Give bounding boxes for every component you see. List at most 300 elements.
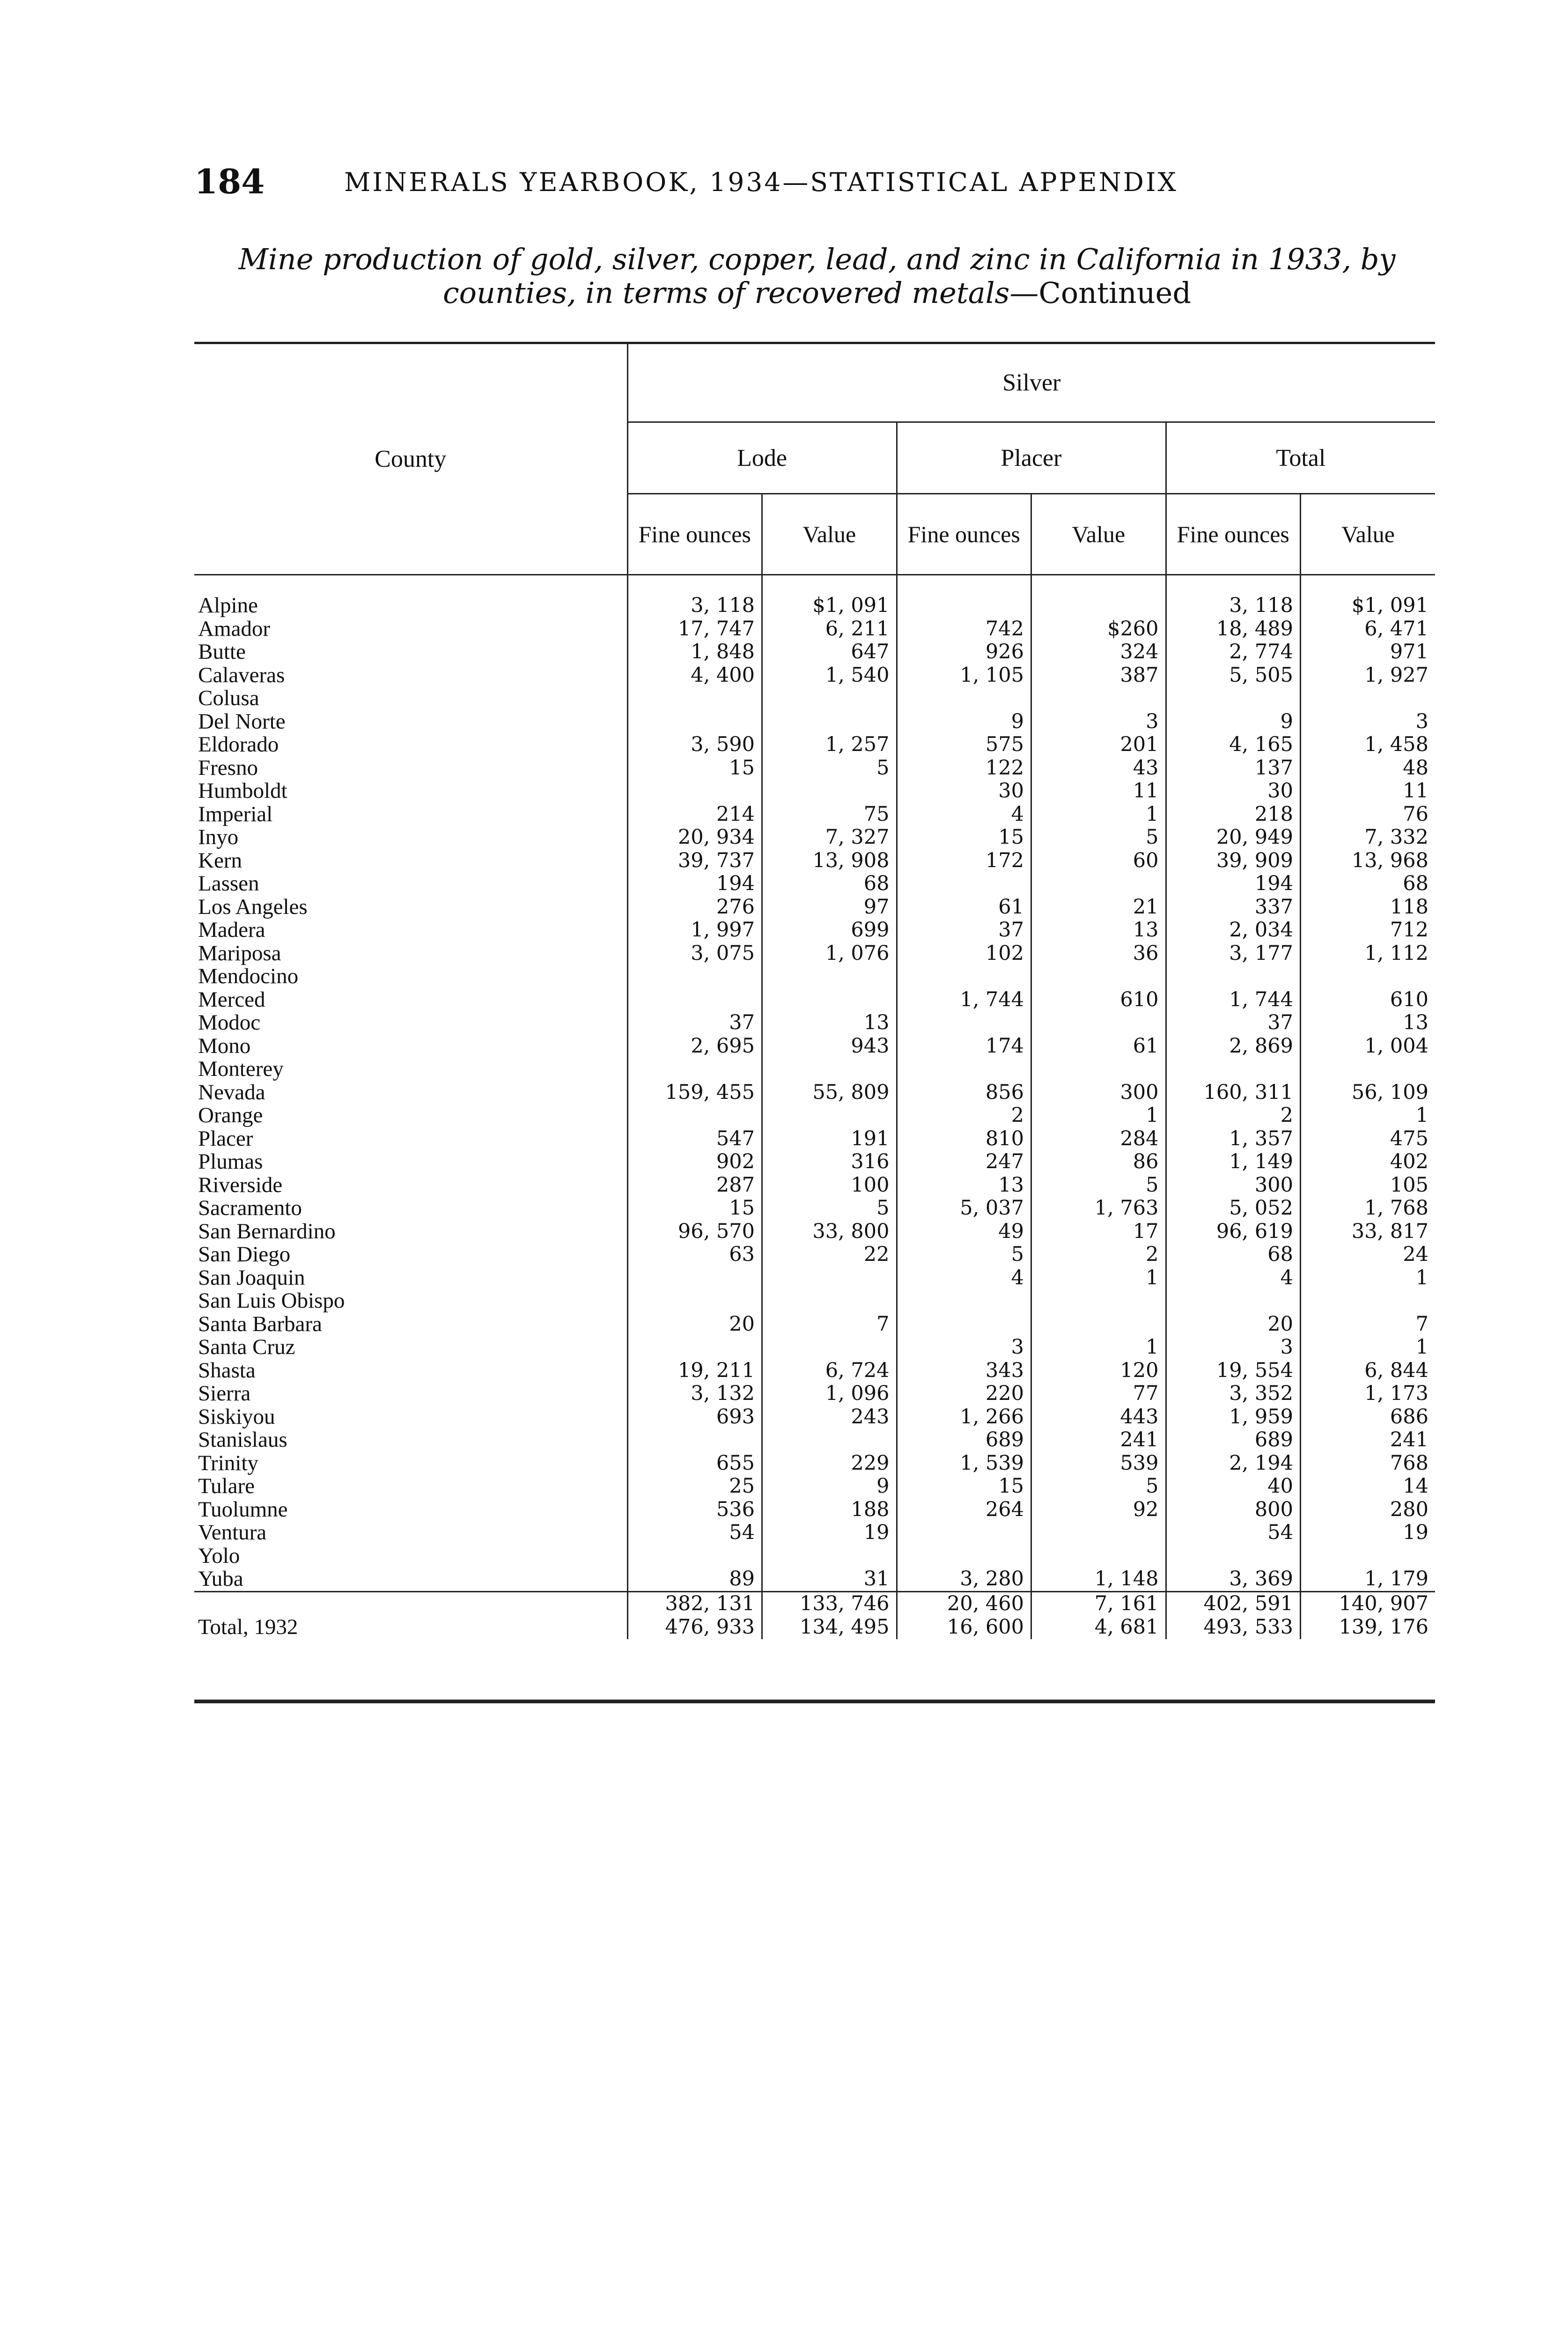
value-cell xyxy=(1301,1289,1435,1313)
value-cell: 1, 744 xyxy=(897,988,1031,1012)
total-value-header: Value xyxy=(1301,494,1435,575)
caption-title: Mine production of gold, silver, copper, lead, and zinc in California in 1933, by counties, in terms of recovered metals— xyxy=(238,242,1396,310)
value-cell: 1, 257 xyxy=(762,733,897,757)
value-cell: 36 xyxy=(1031,942,1166,965)
value-cell: 276 xyxy=(627,896,762,919)
table-row xyxy=(194,1150,1435,1174)
county-cell: Merced xyxy=(194,988,627,1012)
value-cell: 402, 591 xyxy=(1166,1591,1301,1616)
value-cell: 13 xyxy=(897,1174,1031,1197)
value-cell: 1 xyxy=(1031,1266,1166,1290)
value-cell: 102 xyxy=(897,942,1031,965)
value-cell xyxy=(897,872,1031,896)
county-cell: Amador xyxy=(194,618,627,641)
table-row xyxy=(194,965,1435,988)
value-cell: 699 xyxy=(762,919,897,942)
value-cell: 1, 149 xyxy=(1166,1150,1301,1174)
value-cell: 2 xyxy=(1166,1104,1301,1127)
value-cell: 122 xyxy=(897,757,1031,780)
table-row xyxy=(194,1220,1435,1244)
value-cell: 2 xyxy=(897,1104,1031,1127)
value-cell: 3, 590 xyxy=(627,733,762,757)
value-cell: 7, 161 xyxy=(1031,1591,1166,1616)
value-cell: 280 xyxy=(1390,1498,1428,1521)
table-row xyxy=(194,1616,1435,1639)
county-cell: Stanislaus xyxy=(194,1428,627,1452)
value-cell: 13, 968 xyxy=(1351,849,1428,872)
value-cell: 926 xyxy=(897,640,1031,664)
county-cell: Humboldt xyxy=(194,780,627,803)
value-cell: 324 xyxy=(1031,640,1166,664)
table-row xyxy=(194,1266,1435,1290)
value-cell xyxy=(1031,1521,1166,1545)
lode-fine-ounces-header: Fine ounces xyxy=(627,494,762,575)
value-cell xyxy=(1166,965,1301,988)
table-row xyxy=(194,1545,1435,1568)
value-cell: 2, 034 xyxy=(1166,919,1301,942)
county-cell: Plumas xyxy=(194,1150,627,1174)
value-cell: 17, 747 xyxy=(627,618,762,641)
value-cell: 96, 619 xyxy=(1166,1220,1301,1244)
table-row xyxy=(194,1452,1435,1475)
value-cell: 68 xyxy=(1166,1243,1301,1266)
value-cell: 160, 311 xyxy=(1166,1081,1301,1104)
placer-value-header: Value xyxy=(1031,494,1166,575)
value-cell: 902 xyxy=(627,1150,762,1174)
total-header: Total xyxy=(1166,422,1435,494)
value-cell: 21 xyxy=(1031,896,1166,919)
value-cell: 693 xyxy=(627,1406,762,1429)
value-cell: 77 xyxy=(1031,1382,1166,1406)
value-cell: 1, 540 xyxy=(762,664,897,687)
value-cell: 7, 332 xyxy=(1364,826,1428,849)
value-cell: 15 xyxy=(897,826,1031,849)
value-cell: 1, 763 xyxy=(1031,1197,1166,1220)
value-cell: 13 xyxy=(1031,919,1166,942)
county-cell: Sierra xyxy=(194,1382,627,1406)
value-cell: 39, 737 xyxy=(627,849,762,873)
value-cell: 3 xyxy=(1415,710,1428,733)
county-cell: Riverside xyxy=(194,1174,627,1197)
county-cell: Mariposa xyxy=(194,942,627,965)
value-cell: 43 xyxy=(1031,757,1166,780)
value-cell: 443 xyxy=(1031,1406,1166,1429)
table-row xyxy=(194,942,1435,965)
value-cell xyxy=(627,710,762,734)
value-cell: 1, 096 xyxy=(762,1382,897,1406)
county-cell: Mono xyxy=(194,1035,627,1058)
county-cell: San Diego xyxy=(194,1243,627,1266)
value-cell xyxy=(897,1058,1031,1081)
value-cell xyxy=(762,1289,897,1313)
table-row xyxy=(194,1197,1435,1220)
value-cell: 387 xyxy=(1031,664,1166,687)
value-cell: 89 xyxy=(627,1568,762,1591)
value-cell: 475 xyxy=(1390,1127,1428,1150)
county-cell: Lassen xyxy=(194,872,627,896)
value-cell: 768 xyxy=(1390,1451,1428,1475)
value-cell: 68 xyxy=(762,872,897,896)
value-cell: 971 xyxy=(1390,640,1428,663)
value-cell: 3, 075 xyxy=(627,942,762,965)
value-cell xyxy=(627,780,762,803)
value-cell xyxy=(1166,1058,1301,1081)
value-cell xyxy=(897,1313,1031,1336)
county-cell: Yuba xyxy=(194,1568,627,1591)
value-cell: 1, 959 xyxy=(1166,1406,1301,1429)
county-cell: Monterey xyxy=(194,1058,627,1081)
value-cell: 7 xyxy=(762,1313,897,1336)
table-row xyxy=(194,1406,1435,1429)
county-cell: Siskiyou xyxy=(194,1406,627,1429)
placer-fine-ounces-header: Fine ounces xyxy=(897,494,1031,575)
county-cell: Total, 1932 xyxy=(194,1616,627,1639)
value-cell: $1, 091 xyxy=(1351,594,1428,617)
table-row xyxy=(194,872,1435,896)
table-row xyxy=(194,919,1435,942)
value-cell: 647 xyxy=(762,640,897,664)
value-cell: 3, 352 xyxy=(1166,1382,1301,1406)
value-cell: 218 xyxy=(1166,803,1301,826)
value-cell xyxy=(1031,1058,1166,1081)
value-cell: 856 xyxy=(897,1081,1031,1104)
value-cell: 174 xyxy=(897,1035,1031,1058)
value-cell: 1, 848 xyxy=(627,640,762,664)
value-cell: 3, 177 xyxy=(1166,942,1301,965)
value-cell: 18, 489 xyxy=(1166,618,1301,641)
county-cell xyxy=(194,1591,627,1616)
value-cell xyxy=(897,1011,1031,1035)
value-cell: 476, 933 xyxy=(627,1616,762,1639)
value-cell: 337 xyxy=(1166,896,1301,919)
table-row xyxy=(194,1104,1435,1127)
county-cell: Butte xyxy=(194,640,627,664)
value-cell: 15 xyxy=(627,1197,762,1220)
value-cell: 9 xyxy=(897,710,1031,734)
value-cell: 188 xyxy=(762,1498,897,1522)
value-cell xyxy=(1031,1313,1166,1336)
value-cell: 402 xyxy=(1390,1150,1428,1173)
county-cell: Imperial xyxy=(194,803,627,826)
value-cell xyxy=(762,1058,897,1081)
county-cell: Ventura xyxy=(194,1521,627,1545)
value-cell: 220 xyxy=(897,1382,1031,1406)
value-cell: 1, 148 xyxy=(1031,1568,1166,1591)
value-cell: 300 xyxy=(1031,1081,1166,1104)
value-cell: 13 xyxy=(762,1011,897,1035)
value-cell: 159, 455 xyxy=(627,1081,762,1104)
value-cell: 1, 112 xyxy=(1364,942,1428,965)
spacer-cell xyxy=(1031,575,1166,595)
value-cell: 943 xyxy=(762,1035,897,1058)
value-cell xyxy=(897,1521,1031,1545)
value-cell xyxy=(1301,965,1435,988)
table-row xyxy=(194,1313,1435,1336)
value-cell: 800 xyxy=(1166,1498,1301,1522)
value-cell: 4 xyxy=(897,1266,1031,1290)
value-cell: 40 xyxy=(1166,1475,1301,1498)
table-row xyxy=(194,710,1435,734)
value-cell: 493, 533 xyxy=(1166,1616,1301,1639)
value-cell: 539 xyxy=(1031,1452,1166,1475)
county-cell: San Bernardino xyxy=(194,1220,627,1244)
value-cell: 19, 554 xyxy=(1166,1359,1301,1383)
value-cell: 194 xyxy=(1166,872,1301,896)
value-cell: 382, 131 xyxy=(627,1591,762,1616)
value-cell: 1, 076 xyxy=(762,942,897,965)
value-cell: 11 xyxy=(1403,780,1428,802)
total-fine-ounces-header: Fine ounces xyxy=(1166,494,1301,575)
value-cell: 56, 109 xyxy=(1351,1081,1428,1104)
county-cell: San Joaquin xyxy=(194,1266,627,1290)
value-cell: 1, 539 xyxy=(897,1452,1031,1475)
spacer-cell xyxy=(194,575,627,595)
value-cell xyxy=(897,1545,1031,1568)
value-cell: 575 xyxy=(897,733,1031,757)
lode-header: Lode xyxy=(627,422,897,494)
spacer-cell xyxy=(627,575,762,595)
value-cell: 19 xyxy=(1403,1521,1428,1544)
value-cell: 118 xyxy=(1390,895,1428,919)
value-cell: 134, 495 xyxy=(762,1616,897,1639)
table-row xyxy=(194,1568,1435,1591)
value-cell: 5 xyxy=(897,1243,1031,1266)
table-row xyxy=(194,1174,1435,1197)
lode-value-header: Value xyxy=(762,494,897,575)
silver-group-header: Silver xyxy=(627,344,1435,422)
value-cell: 86 xyxy=(1031,1150,1166,1174)
table-caption xyxy=(194,243,1440,310)
value-cell: 2, 194 xyxy=(1166,1452,1301,1475)
table-spacer-row xyxy=(194,575,1435,595)
value-cell xyxy=(1031,687,1166,710)
value-cell: 15 xyxy=(627,757,762,780)
county-column-header: County xyxy=(194,344,627,575)
value-cell: 264 xyxy=(897,1498,1031,1522)
value-cell: 5 xyxy=(1031,1174,1166,1197)
value-cell: 1 xyxy=(1415,1104,1428,1127)
value-cell: 689 xyxy=(897,1428,1031,1452)
value-cell xyxy=(627,1104,762,1127)
value-cell: 5 xyxy=(1031,1475,1166,1498)
table-row xyxy=(194,664,1435,687)
value-cell: 20, 949 xyxy=(1166,826,1301,849)
value-cell: 194 xyxy=(627,872,762,896)
page-header xyxy=(194,162,1393,204)
value-cell: 140, 907 xyxy=(1301,1591,1435,1616)
county-cell: Kern xyxy=(194,849,627,873)
value-cell: 13 xyxy=(1403,1011,1428,1034)
value-cell xyxy=(1031,1011,1166,1035)
silver-production-table xyxy=(194,344,1435,1639)
table-row xyxy=(194,1498,1435,1522)
value-cell: 201 xyxy=(1031,733,1166,757)
value-cell: 39, 909 xyxy=(1166,849,1301,873)
spacer-cell xyxy=(762,575,897,595)
county-cell: Nevada xyxy=(194,1081,627,1104)
county-cell: Del Norte xyxy=(194,710,627,734)
value-cell: 1 xyxy=(1031,803,1166,826)
spacer-cell xyxy=(1166,575,1301,595)
value-cell: 1, 004 xyxy=(1364,1034,1428,1058)
value-cell: 6, 211 xyxy=(762,618,897,641)
value-cell xyxy=(1301,1545,1435,1568)
value-cell xyxy=(1031,965,1166,988)
value-cell: 547 xyxy=(627,1127,762,1151)
value-cell: 37 xyxy=(1166,1011,1301,1035)
value-cell: 20 xyxy=(627,1313,762,1336)
value-cell: 243 xyxy=(762,1406,897,1429)
value-cell: 3 xyxy=(1166,1336,1301,1359)
value-cell xyxy=(1166,1545,1301,1568)
value-cell: 14 xyxy=(1403,1475,1428,1498)
table-row xyxy=(194,1591,1435,1616)
value-cell: 139, 176 xyxy=(1339,1615,1428,1639)
table-row xyxy=(194,1035,1435,1058)
value-cell: 16, 600 xyxy=(897,1616,1031,1639)
value-cell: 33, 817 xyxy=(1351,1220,1428,1243)
value-cell: 7, 327 xyxy=(762,826,897,849)
value-cell: 6, 844 xyxy=(1364,1359,1428,1382)
table-row xyxy=(194,896,1435,919)
county-cell: Alpine xyxy=(194,594,627,618)
value-cell: 25 xyxy=(627,1475,762,1498)
table-body xyxy=(194,575,1435,1639)
value-cell: 61 xyxy=(1031,1035,1166,1058)
county-cell: San Luis Obispo xyxy=(194,1289,627,1313)
value-cell: 1, 458 xyxy=(1364,733,1428,756)
value-cell: 2, 695 xyxy=(627,1035,762,1058)
table-row xyxy=(194,594,1435,618)
value-cell: 5, 037 xyxy=(897,1197,1031,1220)
county-cell: Eldorado xyxy=(194,733,627,757)
county-cell: Santa Barbara xyxy=(194,1313,627,1336)
value-cell xyxy=(1031,1545,1166,1568)
value-cell: 610 xyxy=(1390,988,1428,1011)
county-cell: Tuolumne xyxy=(194,1498,627,1522)
table-row xyxy=(194,1289,1435,1313)
table-row xyxy=(194,618,1435,641)
value-cell: 92 xyxy=(1031,1498,1166,1522)
value-cell: 48 xyxy=(1403,756,1428,780)
value-cell: 49 xyxy=(897,1220,1031,1244)
value-cell xyxy=(762,710,897,734)
value-cell: 61 xyxy=(897,896,1031,919)
county-cell: Los Angeles xyxy=(194,896,627,919)
value-cell: 4, 681 xyxy=(1031,1616,1166,1639)
value-cell: 2, 869 xyxy=(1166,1035,1301,1058)
value-cell: 1, 357 xyxy=(1166,1127,1301,1151)
value-cell: 247 xyxy=(897,1150,1031,1174)
value-cell: 712 xyxy=(1390,919,1428,942)
value-cell: 6, 724 xyxy=(762,1359,897,1383)
value-cell: 19, 211 xyxy=(627,1359,762,1383)
value-cell: 133, 746 xyxy=(762,1591,897,1616)
value-cell: 4 xyxy=(897,803,1031,826)
value-cell: 5, 505 xyxy=(1166,664,1301,687)
table-row xyxy=(194,1475,1435,1498)
value-cell: 2 xyxy=(1031,1243,1166,1266)
value-cell: 214 xyxy=(627,803,762,826)
value-cell: 24 xyxy=(1403,1243,1428,1266)
value-cell: 37 xyxy=(897,919,1031,942)
value-cell xyxy=(897,965,1031,988)
table-row xyxy=(194,988,1435,1012)
value-cell: 5 xyxy=(1031,826,1166,849)
table-row xyxy=(194,1336,1435,1359)
value-cell: 15 xyxy=(897,1475,1031,1498)
value-cell: 1 xyxy=(1031,1104,1166,1127)
county-cell: Shasta xyxy=(194,1359,627,1383)
value-cell: 1, 105 xyxy=(897,664,1031,687)
table-row xyxy=(194,733,1435,757)
value-cell: 1 xyxy=(1031,1336,1166,1359)
county-cell: Placer xyxy=(194,1127,627,1151)
value-cell: 536 xyxy=(627,1498,762,1522)
table-row xyxy=(194,640,1435,664)
placer-header: Placer xyxy=(897,422,1166,494)
table-row xyxy=(194,1081,1435,1104)
value-cell: 1 xyxy=(1415,1336,1428,1359)
county-cell: Sacramento xyxy=(194,1197,627,1220)
value-cell xyxy=(1031,594,1166,618)
table-row xyxy=(194,1521,1435,1545)
value-cell xyxy=(627,1058,762,1081)
value-cell xyxy=(627,1289,762,1313)
value-cell: 300 xyxy=(1166,1174,1301,1197)
value-cell: 1, 266 xyxy=(897,1406,1031,1429)
value-cell: 1, 744 xyxy=(1166,988,1301,1012)
value-cell: 3, 132 xyxy=(627,1382,762,1406)
value-cell: 120 xyxy=(1031,1359,1166,1383)
table-row xyxy=(194,1011,1435,1035)
value-cell: 105 xyxy=(1390,1173,1428,1197)
value-cell xyxy=(762,780,897,803)
value-cell: 20, 934 xyxy=(627,826,762,849)
value-cell: 4, 165 xyxy=(1166,733,1301,757)
value-cell: 137 xyxy=(1166,757,1301,780)
county-cell: Santa Cruz xyxy=(194,1336,627,1359)
value-cell: 100 xyxy=(762,1174,897,1197)
table-row xyxy=(194,849,1435,873)
value-cell: 287 xyxy=(627,1174,762,1197)
value-cell: 37 xyxy=(627,1011,762,1035)
value-cell xyxy=(627,1428,762,1452)
value-cell: 5 xyxy=(762,757,897,780)
value-cell: 1 xyxy=(1415,1266,1428,1289)
value-cell: 6, 471 xyxy=(1364,617,1428,640)
county-cell: Inyo xyxy=(194,826,627,849)
value-cell xyxy=(1166,1289,1301,1313)
table-bottom-rule xyxy=(194,1700,1435,1703)
value-cell: 54 xyxy=(627,1521,762,1545)
value-cell: 241 xyxy=(1390,1428,1428,1451)
value-cell xyxy=(627,687,762,710)
county-cell: Calaveras xyxy=(194,664,627,687)
value-cell xyxy=(762,965,897,988)
value-cell: 3, 118 xyxy=(1166,594,1301,618)
caption-continued: Continued xyxy=(1038,276,1192,310)
value-cell: $260 xyxy=(1031,618,1166,641)
value-cell: 3, 369 xyxy=(1166,1568,1301,1591)
county-cell: Colusa xyxy=(194,687,627,710)
county-cell: Trinity xyxy=(194,1452,627,1475)
value-cell: 3, 118 xyxy=(627,594,762,618)
value-cell: 1, 179 xyxy=(1364,1568,1428,1590)
county-cell: Orange xyxy=(194,1104,627,1127)
county-cell: Tulare xyxy=(194,1475,627,1498)
value-cell: 5 xyxy=(762,1197,897,1220)
